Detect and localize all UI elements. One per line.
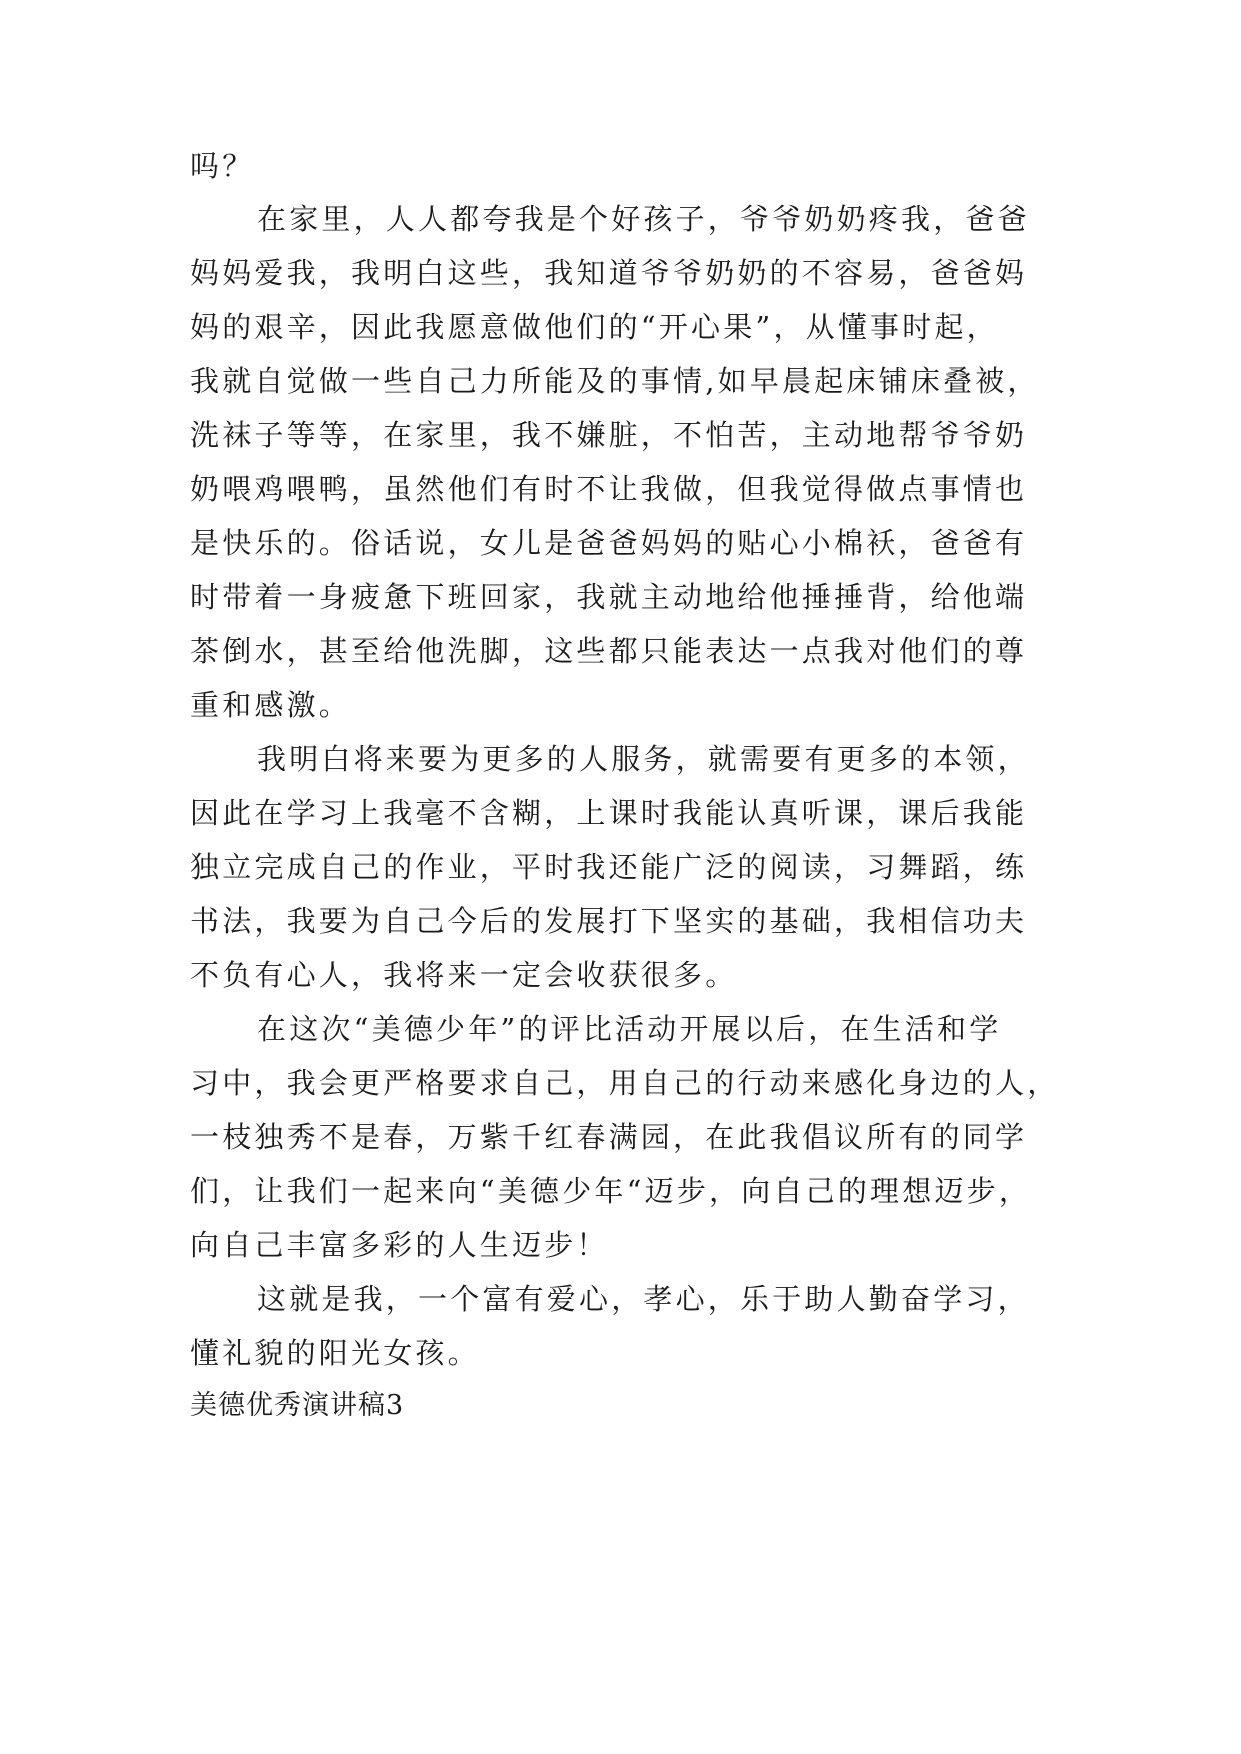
text-line: 书法，我要为自己今后的发展打下坚实的基础，我相信功夫 [190, 904, 1028, 938]
text-line: 是快乐的。俗话说，女儿是爸爸妈妈的贴心小棉袄，爸爸有 [190, 526, 1028, 560]
text-line: 奶喂鸡喂鸭，虽然他们有时不让我做，但我觉得做点事情也 [190, 472, 1028, 506]
text-line: 洗袜子等等，在家里，我不嫌脏，不怕苦，主动地帮爷爷奶 [190, 418, 1028, 452]
text-line: 独立完成自己的作业，平时我还能广泛的阅读，习舞蹈，练 [190, 850, 1028, 884]
text-line: 习中，我会更严格要求自己，用自己的行动来感化身边的人， [190, 1066, 1060, 1100]
text-line: 时带着一身疲惫下班回家，我就主动地给他捶捶背，给他端 [190, 580, 1028, 614]
text-line: 懂礼貌的阳光女孩。 [190, 1336, 480, 1370]
text-line: 重和感激。 [190, 688, 352, 722]
text-line: 茶倒水，甚至给他洗脚，这些都只能表达一点我对他们的尊 [190, 634, 1028, 668]
text-line: 向自己丰富多彩的人生迈步！ [190, 1228, 609, 1262]
paragraph-first-line: 在家里，人人都夸我是个好孩子，爷爷奶奶疼我，爸爸 [257, 202, 1030, 236]
paragraph-first-line: 在这次“美德少年”的评比活动开展以后，在生活和学 [257, 1012, 1002, 1046]
text-line: 吗？ [190, 149, 255, 183]
text-line: 我就自觉做一些自己力所能及的事情,如早晨起床铺床叠被， [190, 364, 1040, 398]
text-line: 一枝独秀不是春，万紫千红春满园，在此我倡议所有的同学 [190, 1120, 1028, 1154]
section-heading: 美德优秀演讲稿3 [190, 1390, 405, 1421]
text-line: 不负有心人，我将来一定会收获很多。 [190, 958, 738, 992]
text-line: 妈的艰辛，因此我愿意做他们的“开心果”，从懂事时起， [190, 310, 999, 344]
paragraph-first-line: 我明白将来要为更多的人服务，就需要有更多的本领， [257, 742, 1030, 776]
text-line: 妈妈爱我，我明白这些，我知道爷爷奶奶的不容易，爸爸妈 [190, 256, 1028, 290]
text-line: 们，让我们一起来向“美德少年“迈步，向自己的理想迈步， [190, 1174, 1032, 1208]
text-line: 因此在学习上我毫不含糊，上课时我能认真听课，课后我能 [190, 796, 1028, 830]
paragraph-first-line: 这就是我，一个富有爱心，孝心，乐于助人勤奋学习， [257, 1282, 1030, 1316]
